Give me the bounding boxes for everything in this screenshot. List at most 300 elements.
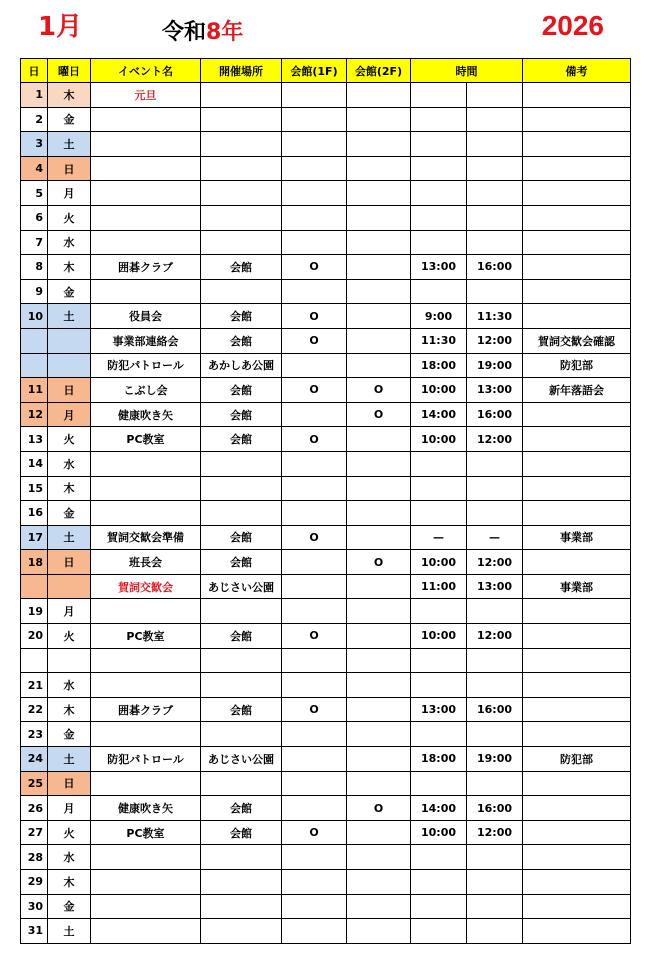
col-header-place: 開催場所 xyxy=(201,59,282,83)
cell-notes xyxy=(523,304,631,329)
cell-notes: 賀詞交歓会確認 xyxy=(523,328,631,353)
col-header-notes: 備考 xyxy=(523,59,631,83)
cell-end-time xyxy=(467,107,523,132)
cell-hall-2f xyxy=(347,304,411,329)
cell-notes xyxy=(523,156,631,181)
cell-notes: 防犯部 xyxy=(523,747,631,772)
cell-hall-1f xyxy=(282,476,347,501)
table-row xyxy=(21,156,631,181)
table-row xyxy=(21,132,631,157)
col-header-time: 時間 xyxy=(411,59,523,83)
cell-event xyxy=(91,722,201,747)
cell-event: 班長会 xyxy=(91,550,201,575)
table-body xyxy=(21,83,631,944)
cell-end-time xyxy=(467,673,523,698)
table-row xyxy=(21,747,631,772)
cell-weekday: 日 xyxy=(48,550,91,575)
table-row xyxy=(21,402,631,427)
cell-day: 27 xyxy=(21,820,48,845)
cell-day: 21 xyxy=(21,673,48,698)
cell-end-time: 12:00 xyxy=(467,427,523,452)
col-header-hall-1f: 会館(1F) xyxy=(282,59,347,83)
cell-end-time xyxy=(467,501,523,526)
cell-weekday: 月 xyxy=(48,181,91,206)
cell-start-time: 18:00 xyxy=(411,747,467,772)
cell-start-time: 10:00 xyxy=(411,427,467,452)
cell-end-time xyxy=(467,279,523,304)
cell-day: 8 xyxy=(21,255,48,280)
cell-hall-2f xyxy=(347,648,411,673)
cell-end-time xyxy=(467,132,523,157)
col-header-weekday: 曜日 xyxy=(48,59,91,83)
cell-event: 事業部連絡会 xyxy=(91,328,201,353)
cell-weekday: 木 xyxy=(48,83,91,108)
cell-hall-2f: O xyxy=(347,796,411,821)
cell-hall-2f xyxy=(347,501,411,526)
cell-notes xyxy=(523,648,631,673)
cell-end-time xyxy=(467,771,523,796)
cell-start-time: 11:30 xyxy=(411,328,467,353)
cell-start-time: 10:00 xyxy=(411,550,467,575)
cell-end-time: 16:00 xyxy=(467,255,523,280)
table-row xyxy=(21,205,631,230)
cell-notes xyxy=(523,550,631,575)
cell-notes: 防犯部 xyxy=(523,353,631,378)
cell-event xyxy=(91,919,201,944)
cell-notes xyxy=(523,255,631,280)
cell-hall-1f xyxy=(282,156,347,181)
cell-weekday: 日 xyxy=(48,156,91,181)
cell-start-time xyxy=(411,476,467,501)
cell-hall-2f xyxy=(347,476,411,501)
cell-day: 5 xyxy=(21,181,48,206)
cell-weekday: 日 xyxy=(48,771,91,796)
cell-weekday: 木 xyxy=(48,255,91,280)
cell-day: 29 xyxy=(21,870,48,895)
table-row xyxy=(21,648,631,673)
cell-hall-1f xyxy=(282,279,347,304)
cell-start-time xyxy=(411,845,467,870)
event-schedule-table xyxy=(20,58,631,944)
cell-notes xyxy=(523,132,631,157)
cell-hall-2f xyxy=(347,230,411,255)
cell-day: 18 xyxy=(21,550,48,575)
cell-hall-1f xyxy=(282,230,347,255)
cell-notes xyxy=(523,599,631,624)
cell-day: 20 xyxy=(21,624,48,649)
cell-hall-2f xyxy=(347,525,411,550)
cell-end-time xyxy=(467,870,523,895)
cell-hall-2f xyxy=(347,894,411,919)
cell-hall-2f xyxy=(347,353,411,378)
cell-hall-1f: O xyxy=(282,525,347,550)
cell-start-time: 18:00 xyxy=(411,353,467,378)
cell-day: 1 xyxy=(21,83,48,108)
cell-weekday: 木 xyxy=(48,870,91,895)
cell-event xyxy=(91,279,201,304)
cell-end-time xyxy=(467,230,523,255)
col-header-hall-2f: 会館(2F) xyxy=(347,59,411,83)
cell-event xyxy=(91,476,201,501)
cell-hall-1f xyxy=(282,132,347,157)
table-row xyxy=(21,427,631,452)
cell-hall-2f xyxy=(347,599,411,624)
cell-end-time xyxy=(467,722,523,747)
cell-start-time: 13:00 xyxy=(411,697,467,722)
cell-event: 防犯パトロール xyxy=(91,353,201,378)
cell-start-time xyxy=(411,83,467,108)
cell-start-time xyxy=(411,132,467,157)
era-prefix: 令和 xyxy=(162,20,207,45)
cell-hall-1f: O xyxy=(282,820,347,845)
cell-end-time: 11:30 xyxy=(467,304,523,329)
cell-event xyxy=(91,451,201,476)
cell-start-time xyxy=(411,279,467,304)
table-row xyxy=(21,599,631,624)
cell-event: 元旦 xyxy=(91,83,201,108)
cell-day: 7 xyxy=(21,230,48,255)
cell-place xyxy=(201,451,282,476)
cell-notes xyxy=(523,181,631,206)
cell-hall-2f xyxy=(347,328,411,353)
cell-event: PC教室 xyxy=(91,624,201,649)
cell-event: 賀詞交歓会 xyxy=(91,574,201,599)
cell-weekday: 火 xyxy=(48,427,91,452)
table-row xyxy=(21,230,631,255)
cell-place: 会館 xyxy=(201,328,282,353)
cell-weekday: 土 xyxy=(48,525,91,550)
cell-weekday: 水 xyxy=(48,845,91,870)
table-row xyxy=(21,501,631,526)
cell-event xyxy=(91,648,201,673)
cell-start-time: — xyxy=(411,525,467,550)
table-row xyxy=(21,353,631,378)
cell-start-time xyxy=(411,599,467,624)
cell-weekday: 金 xyxy=(48,107,91,132)
cell-place xyxy=(201,230,282,255)
cell-hall-2f: O xyxy=(347,550,411,575)
table-row xyxy=(21,83,631,108)
cell-end-time: 13:00 xyxy=(467,574,523,599)
cell-day xyxy=(21,353,48,378)
cell-end-time xyxy=(467,83,523,108)
cell-place: 会館 xyxy=(201,820,282,845)
table-row xyxy=(21,624,631,649)
cell-notes xyxy=(523,230,631,255)
cell-place xyxy=(201,648,282,673)
cell-start-time xyxy=(411,156,467,181)
cell-hall-1f: O xyxy=(282,304,347,329)
cell-notes xyxy=(523,845,631,870)
cell-notes xyxy=(523,501,631,526)
cell-hall-1f xyxy=(282,919,347,944)
cell-place xyxy=(201,599,282,624)
cell-place xyxy=(201,919,282,944)
cell-event: 健康吹き矢 xyxy=(91,796,201,821)
cell-hall-2f: O xyxy=(347,378,411,403)
cell-day: 16 xyxy=(21,501,48,526)
cell-hall-2f xyxy=(347,255,411,280)
month-title: 1月 xyxy=(38,12,83,42)
cell-place xyxy=(201,476,282,501)
cell-place: 会館 xyxy=(201,796,282,821)
cell-notes xyxy=(523,796,631,821)
cell-notes xyxy=(523,870,631,895)
cell-event xyxy=(91,230,201,255)
cell-end-time: 12:00 xyxy=(467,624,523,649)
cell-end-time: 13:00 xyxy=(467,378,523,403)
cell-hall-2f xyxy=(347,722,411,747)
cell-event xyxy=(91,205,201,230)
cell-notes xyxy=(523,919,631,944)
cell-start-time xyxy=(411,648,467,673)
table-row xyxy=(21,550,631,575)
cell-start-time: 11:00 xyxy=(411,574,467,599)
cell-start-time xyxy=(411,451,467,476)
table-row xyxy=(21,919,631,944)
cell-hall-1f xyxy=(282,353,347,378)
cell-place: あかしあ公園 xyxy=(201,353,282,378)
cell-hall-2f xyxy=(347,205,411,230)
cell-hall-1f xyxy=(282,845,347,870)
cell-end-time: 12:00 xyxy=(467,820,523,845)
cell-weekday: 火 xyxy=(48,624,91,649)
cell-place: 会館 xyxy=(201,402,282,427)
cell-end-time: 12:00 xyxy=(467,550,523,575)
cell-day: 24 xyxy=(21,747,48,772)
cell-weekday: 火 xyxy=(48,205,91,230)
cell-weekday: 土 xyxy=(48,747,91,772)
cell-hall-2f xyxy=(347,771,411,796)
cell-hall-1f xyxy=(282,574,347,599)
cell-event xyxy=(91,501,201,526)
cell-day: 15 xyxy=(21,476,48,501)
cell-start-time xyxy=(411,722,467,747)
cell-hall-1f xyxy=(282,83,347,108)
cell-place: 会館 xyxy=(201,525,282,550)
cell-hall-1f: O xyxy=(282,378,347,403)
cell-notes xyxy=(523,771,631,796)
cell-hall-1f: O xyxy=(282,697,347,722)
cell-start-time xyxy=(411,501,467,526)
cell-notes xyxy=(523,83,631,108)
cell-day xyxy=(21,648,48,673)
cell-event xyxy=(91,107,201,132)
cell-hall-1f xyxy=(282,181,347,206)
table-row xyxy=(21,378,631,403)
cell-day: 6 xyxy=(21,205,48,230)
cell-day: 23 xyxy=(21,722,48,747)
cell-end-time xyxy=(467,181,523,206)
cell-place xyxy=(201,107,282,132)
cell-day: 30 xyxy=(21,894,48,919)
cell-place xyxy=(201,771,282,796)
cell-hall-1f xyxy=(282,894,347,919)
cell-place: 会館 xyxy=(201,697,282,722)
cell-hall-1f xyxy=(282,205,347,230)
cell-end-time xyxy=(467,919,523,944)
cell-event: 健康吹き矢 xyxy=(91,402,201,427)
cell-hall-1f xyxy=(282,648,347,673)
cell-start-time: 14:00 xyxy=(411,402,467,427)
cell-end-time xyxy=(467,156,523,181)
cell-hall-1f xyxy=(282,550,347,575)
cell-notes: 事業部 xyxy=(523,574,631,599)
table-row xyxy=(21,279,631,304)
col-header-day: 日 xyxy=(21,59,48,83)
cell-start-time xyxy=(411,894,467,919)
cell-hall-1f xyxy=(282,451,347,476)
cell-event xyxy=(91,870,201,895)
col-header-event: イベント名 xyxy=(91,59,201,83)
cell-end-time xyxy=(467,451,523,476)
cell-weekday: 金 xyxy=(48,279,91,304)
cell-notes xyxy=(523,624,631,649)
cell-weekday: 金 xyxy=(48,894,91,919)
cell-end-time: 16:00 xyxy=(467,796,523,821)
cell-day: 26 xyxy=(21,796,48,821)
cell-event xyxy=(91,673,201,698)
cell-place: あじさい公園 xyxy=(201,747,282,772)
table-row xyxy=(21,476,631,501)
cell-event: 囲碁クラブ xyxy=(91,697,201,722)
cell-place xyxy=(201,83,282,108)
cell-day: 4 xyxy=(21,156,48,181)
cell-weekday: 日 xyxy=(48,378,91,403)
cell-weekday: 水 xyxy=(48,451,91,476)
cell-hall-2f xyxy=(347,427,411,452)
cell-place xyxy=(201,156,282,181)
cell-notes xyxy=(523,402,631,427)
cell-start-time: 14:00 xyxy=(411,796,467,821)
cell-hall-1f xyxy=(282,771,347,796)
cell-end-time xyxy=(467,648,523,673)
cell-start-time xyxy=(411,107,467,132)
cell-hall-2f xyxy=(347,574,411,599)
cell-event: PC教室 xyxy=(91,427,201,452)
cell-event: 囲碁クラブ xyxy=(91,255,201,280)
cell-event: PC教室 xyxy=(91,820,201,845)
cell-start-time: 9:00 xyxy=(411,304,467,329)
cell-end-time: 16:00 xyxy=(467,697,523,722)
cell-place xyxy=(201,894,282,919)
cell-event xyxy=(91,894,201,919)
cell-place xyxy=(201,205,282,230)
cell-hall-1f xyxy=(282,402,347,427)
cell-day xyxy=(21,328,48,353)
cell-start-time: 10:00 xyxy=(411,378,467,403)
cell-weekday: 火 xyxy=(48,820,91,845)
cell-weekday: 金 xyxy=(48,722,91,747)
cell-start-time: 13:00 xyxy=(411,255,467,280)
cell-hall-2f xyxy=(347,83,411,108)
era-title xyxy=(162,22,243,44)
cell-start-time xyxy=(411,230,467,255)
cell-notes: 新年落語会 xyxy=(523,378,631,403)
cell-day: 3 xyxy=(21,132,48,157)
cell-event xyxy=(91,181,201,206)
cell-hall-1f xyxy=(282,599,347,624)
cell-event xyxy=(91,132,201,157)
cell-start-time xyxy=(411,205,467,230)
cell-hall-1f: O xyxy=(282,624,347,649)
cell-event: 防犯パトロール xyxy=(91,747,201,772)
cell-hall-2f xyxy=(347,624,411,649)
cell-hall-2f xyxy=(347,673,411,698)
table-row xyxy=(21,574,631,599)
cell-day: 28 xyxy=(21,845,48,870)
cell-day: 2 xyxy=(21,107,48,132)
cell-start-time xyxy=(411,771,467,796)
cell-notes xyxy=(523,722,631,747)
cell-start-time: 10:00 xyxy=(411,624,467,649)
table-row xyxy=(21,845,631,870)
cell-weekday xyxy=(48,648,91,673)
cell-day: 17 xyxy=(21,525,48,550)
cell-start-time xyxy=(411,181,467,206)
table-row xyxy=(21,255,631,280)
cell-event xyxy=(91,845,201,870)
table-row xyxy=(21,894,631,919)
cell-hall-2f: O xyxy=(347,402,411,427)
cell-end-time: 19:00 xyxy=(467,747,523,772)
cell-notes xyxy=(523,279,631,304)
cell-day: 22 xyxy=(21,697,48,722)
cell-hall-1f xyxy=(282,673,347,698)
table-row xyxy=(21,451,631,476)
cell-place: 会館 xyxy=(201,624,282,649)
cell-weekday: 水 xyxy=(48,230,91,255)
cell-day: 14 xyxy=(21,451,48,476)
table-row xyxy=(21,796,631,821)
cell-end-time xyxy=(467,599,523,624)
cell-start-time xyxy=(411,870,467,895)
cell-weekday xyxy=(48,353,91,378)
cell-hall-2f xyxy=(347,870,411,895)
table-row xyxy=(21,771,631,796)
cell-event: 賀詞交歓会準備 xyxy=(91,525,201,550)
cell-place xyxy=(201,501,282,526)
cell-start-time: 10:00 xyxy=(411,820,467,845)
cell-day xyxy=(21,574,48,599)
cell-day: 11 xyxy=(21,378,48,403)
cell-notes xyxy=(523,673,631,698)
table-row xyxy=(21,697,631,722)
cell-hall-2f xyxy=(347,919,411,944)
cell-place xyxy=(201,673,282,698)
cell-place: 会館 xyxy=(201,255,282,280)
table-row xyxy=(21,304,631,329)
cell-hall-2f xyxy=(347,107,411,132)
cell-hall-2f xyxy=(347,181,411,206)
year-title: 2026 xyxy=(541,10,604,41)
cell-notes xyxy=(523,107,631,132)
cell-weekday: 水 xyxy=(48,673,91,698)
cell-place xyxy=(201,132,282,157)
cell-hall-2f xyxy=(347,845,411,870)
table-row xyxy=(21,870,631,895)
table-row xyxy=(21,820,631,845)
cell-hall-2f xyxy=(347,451,411,476)
table-header-row xyxy=(21,59,631,83)
cell-notes xyxy=(523,476,631,501)
cell-place: 会館 xyxy=(201,427,282,452)
cell-weekday xyxy=(48,574,91,599)
cell-start-time xyxy=(411,919,467,944)
cell-hall-1f: O xyxy=(282,427,347,452)
cell-hall-2f xyxy=(347,697,411,722)
cell-end-time: 12:00 xyxy=(467,328,523,353)
